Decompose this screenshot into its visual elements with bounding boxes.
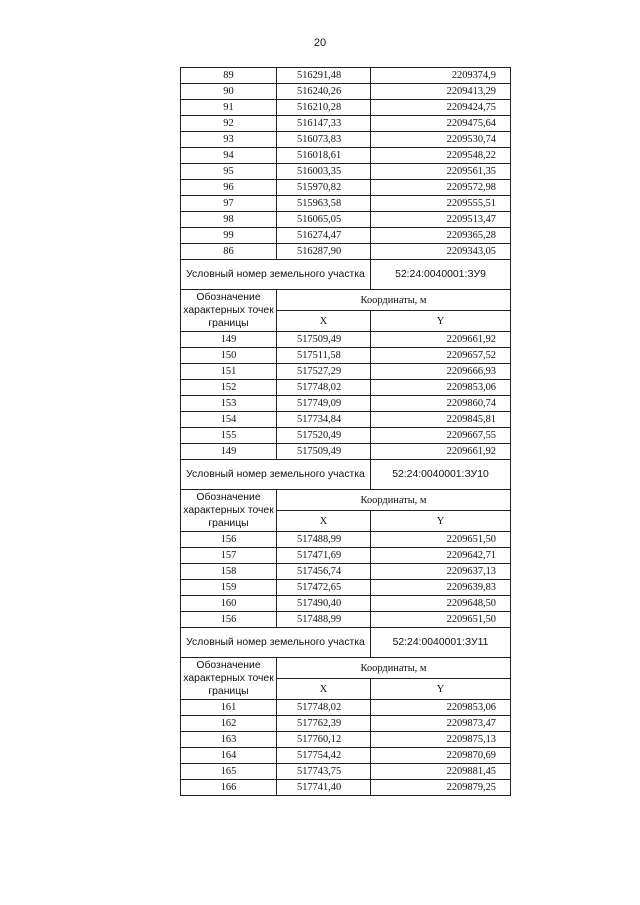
y-column-header: Y: [371, 311, 511, 332]
parcel-row: [181, 260, 511, 290]
y-coordinate-cell: 2209845,81: [371, 412, 511, 428]
x-coordinate-cell: 517488,99: [277, 612, 371, 628]
point-id-cell: 94: [181, 148, 277, 164]
y-coordinate-cell: 2209637,13: [371, 564, 511, 580]
x-coordinate-cell: 517488,99: [277, 532, 371, 548]
table-row: [181, 396, 511, 412]
x-coordinate-cell: 517511,58: [277, 348, 371, 364]
table-row: [181, 596, 511, 612]
y-coordinate-cell: 2209666,93: [371, 364, 511, 380]
y-coordinate-cell: 2209879,25: [371, 780, 511, 796]
table-row: [181, 68, 511, 84]
x-coordinate-cell: 517456,74: [277, 564, 371, 580]
parcel-number: 52:24:0040001:ЗУ10: [371, 460, 511, 490]
x-coordinate-cell: 517509,49: [277, 332, 371, 348]
table-row: [181, 564, 511, 580]
x-coordinate-cell: 516291,48: [277, 68, 371, 84]
y-coordinate-cell: 2209657,52: [371, 348, 511, 364]
table-row: [181, 244, 511, 260]
coordinates-column-header: Координаты, м: [277, 658, 511, 679]
y-coordinate-cell: 2209530,74: [371, 132, 511, 148]
table-row: [181, 116, 511, 132]
table-row: [181, 580, 511, 596]
x-coordinate-cell: 517760,12: [277, 732, 371, 748]
table-row: [181, 780, 511, 796]
point-id-cell: 150: [181, 348, 277, 364]
x-column-header: X: [277, 511, 371, 532]
table-row: [181, 532, 511, 548]
table-row: [181, 428, 511, 444]
y-coordinate-cell: 2209651,50: [371, 532, 511, 548]
parcel-number: 52:24:0040001:ЗУ11: [371, 628, 511, 658]
parcel-label: Условный номер земельного участка: [181, 460, 371, 490]
table-row: [181, 364, 511, 380]
x-coordinate-cell: 516287,90: [277, 244, 371, 260]
coordinates-column-header: Координаты, м: [277, 490, 511, 511]
point-column-header: Обозначение характерных точек границы: [181, 658, 277, 700]
y-coordinate-cell: 2209374,9: [371, 68, 511, 84]
parcel-row: [181, 628, 511, 658]
x-column-header: X: [277, 311, 371, 332]
x-coordinate-cell: 517749,09: [277, 396, 371, 412]
table-row: [181, 716, 511, 732]
point-id-cell: 151: [181, 364, 277, 380]
table-row: [181, 196, 511, 212]
point-id-cell: 157: [181, 548, 277, 564]
x-coordinate-cell: 517743,75: [277, 764, 371, 780]
x-coordinate-cell: 517734,84: [277, 412, 371, 428]
x-coordinate-cell: 517472,65: [277, 580, 371, 596]
point-column-header: Обозначение характерных точек границы: [181, 290, 277, 332]
x-coordinate-cell: 517748,02: [277, 700, 371, 716]
y-coordinate-cell: 2209667,55: [371, 428, 511, 444]
x-coordinate-cell: 515963,58: [277, 196, 371, 212]
y-coordinate-cell: 2209365,28: [371, 228, 511, 244]
table-row: [181, 732, 511, 748]
y-coordinate-cell: 2209853,06: [371, 380, 511, 396]
x-coordinate-cell: 516003,35: [277, 164, 371, 180]
table-row: [181, 764, 511, 780]
x-coordinate-cell: 517741,40: [277, 780, 371, 796]
point-id-cell: 89: [181, 68, 277, 84]
point-id-cell: 91: [181, 100, 277, 116]
table-row: [181, 164, 511, 180]
point-id-cell: 161: [181, 700, 277, 716]
y-column-header: Y: [371, 511, 511, 532]
point-id-cell: 165: [181, 764, 277, 780]
x-coordinate-cell: 517527,29: [277, 364, 371, 380]
point-id-cell: 160: [181, 596, 277, 612]
parcel-label: Условный номер земельного участка: [181, 628, 371, 658]
point-id-cell: 99: [181, 228, 277, 244]
point-id-cell: 152: [181, 380, 277, 396]
table-row: [181, 612, 511, 628]
coordinates-column-header: Координаты, м: [277, 290, 511, 311]
y-coordinate-cell: 2209881,45: [371, 764, 511, 780]
table-row: [181, 84, 511, 100]
x-coordinate-cell: 516073,83: [277, 132, 371, 148]
point-id-cell: 90: [181, 84, 277, 100]
point-id-cell: 156: [181, 612, 277, 628]
y-coordinate-cell: 2209343,05: [371, 244, 511, 260]
table-row: [181, 132, 511, 148]
point-id-cell: 93: [181, 132, 277, 148]
table-row: [181, 180, 511, 196]
table-row: [181, 748, 511, 764]
y-coordinate-cell: 2209642,71: [371, 548, 511, 564]
table-row: [181, 228, 511, 244]
point-id-cell: 155: [181, 428, 277, 444]
y-coordinate-cell: 2209873,47: [371, 716, 511, 732]
y-coordinate-cell: 2209475,64: [371, 116, 511, 132]
y-coordinate-cell: 2209651,50: [371, 612, 511, 628]
x-coordinate-cell: 516018,61: [277, 148, 371, 164]
point-id-cell: 163: [181, 732, 277, 748]
table-row: [181, 412, 511, 428]
table-row: [181, 700, 511, 716]
table-row: [181, 444, 511, 460]
table-row: [181, 148, 511, 164]
point-id-cell: 153: [181, 396, 277, 412]
page-number: 20: [313, 37, 327, 49]
table-row: [181, 380, 511, 396]
y-coordinate-cell: 2209639,83: [371, 580, 511, 596]
x-coordinate-cell: 516274,47: [277, 228, 371, 244]
y-coordinate-cell: 2209860,74: [371, 396, 511, 412]
header-row: [181, 658, 511, 679]
point-id-cell: 159: [181, 580, 277, 596]
point-id-cell: 158: [181, 564, 277, 580]
x-coordinate-cell: 515970,82: [277, 180, 371, 196]
point-id-cell: 154: [181, 412, 277, 428]
x-coordinate-cell: 516210,28: [277, 100, 371, 116]
point-id-cell: 166: [181, 780, 277, 796]
x-coordinate-cell: 517509,49: [277, 444, 371, 460]
table-row: [181, 212, 511, 228]
y-coordinate-cell: 2209853,06: [371, 700, 511, 716]
point-id-cell: 149: [181, 332, 277, 348]
point-id-cell: 96: [181, 180, 277, 196]
y-coordinate-cell: 2209424,75: [371, 100, 511, 116]
x-coordinate-cell: 516065,05: [277, 212, 371, 228]
x-coordinate-cell: 517471,69: [277, 548, 371, 564]
point-id-cell: 97: [181, 196, 277, 212]
x-coordinate-cell: 517520,49: [277, 428, 371, 444]
y-coordinate-cell: 2209548,22: [371, 148, 511, 164]
x-coordinate-cell: 517490,40: [277, 596, 371, 612]
parcel-row: [181, 460, 511, 490]
point-id-cell: 162: [181, 716, 277, 732]
x-coordinate-cell: 516147,33: [277, 116, 371, 132]
header-row: [181, 290, 511, 311]
y-column-header: Y: [371, 679, 511, 700]
point-id-cell: 92: [181, 116, 277, 132]
x-coordinate-cell: 517762,39: [277, 716, 371, 732]
point-column-header: Обозначение характерных точек границы: [181, 490, 277, 532]
point-id-cell: 149: [181, 444, 277, 460]
y-coordinate-cell: 2209648,50: [371, 596, 511, 612]
parcel-number: 52:24:0040001:ЗУ9: [371, 260, 511, 290]
point-id-cell: 164: [181, 748, 277, 764]
point-id-cell: 86: [181, 244, 277, 260]
y-coordinate-cell: 2209661,92: [371, 444, 511, 460]
y-coordinate-cell: 2209661,92: [371, 332, 511, 348]
y-coordinate-cell: 2209413,29: [371, 84, 511, 100]
table-row: [181, 348, 511, 364]
point-id-cell: 156: [181, 532, 277, 548]
table-row: [181, 548, 511, 564]
table-row: [181, 100, 511, 116]
coordinates-table-body: [181, 68, 511, 796]
y-coordinate-cell: 2209572,98: [371, 180, 511, 196]
x-coordinate-cell: 517748,02: [277, 380, 371, 396]
y-coordinate-cell: 2209870,69: [371, 748, 511, 764]
y-coordinate-cell: 2209555,51: [371, 196, 511, 212]
coordinates-table: [180, 67, 511, 796]
point-id-cell: 98: [181, 212, 277, 228]
table-row: [181, 332, 511, 348]
point-id-cell: 95: [181, 164, 277, 180]
x-coordinate-cell: 517754,42: [277, 748, 371, 764]
x-column-header: X: [277, 679, 371, 700]
y-coordinate-cell: 2209513,47: [371, 212, 511, 228]
x-coordinate-cell: 516240,26: [277, 84, 371, 100]
y-coordinate-cell: 2209875,13: [371, 732, 511, 748]
header-row: [181, 490, 511, 511]
y-coordinate-cell: 2209561,35: [371, 164, 511, 180]
parcel-label: Условный номер земельного участка: [181, 260, 371, 290]
